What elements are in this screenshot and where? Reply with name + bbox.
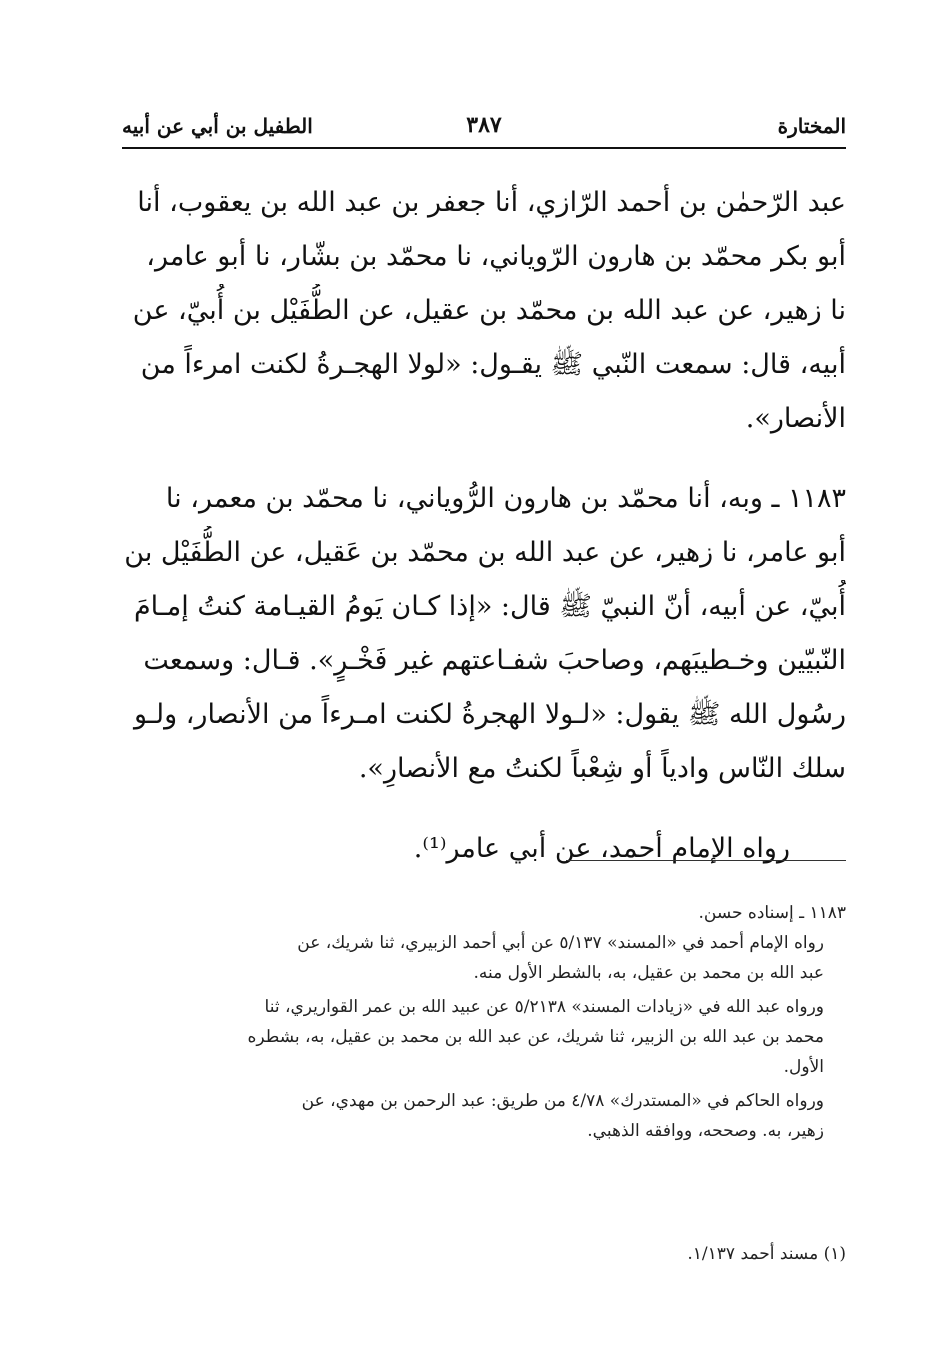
book-title: المختارة bbox=[777, 114, 846, 138]
hadith-1183-line: أبو عامر، نا زهير، عن عبد الله بن محمّد بن عَقيل، عن الطُّفَيْل بن bbox=[124, 537, 846, 568]
main-text bbox=[122, 176, 846, 876]
text-line: الأنصار». bbox=[745, 403, 846, 434]
header-rule bbox=[122, 147, 846, 149]
footnote-rule bbox=[566, 860, 846, 861]
hadith-1183-line: أُبيّ، عن أبيه، أنّ النبيّ ﷺ قال: «إذا كـان يَومُ القيـامة كنتُ إمـامَ bbox=[133, 591, 846, 622]
note-line: ورواه الحاكم في «المستدرك» ٤/٧٨ من طريق: عبد الرحمن بن مهدي، عن bbox=[301, 1091, 824, 1111]
hadith-1183-line: النّبيّين وخـطيبَهم، وصاحبَ شفـاعتهم غير فَخْـرٍ». قـال: وسمعت bbox=[143, 645, 846, 676]
commentary-notes bbox=[122, 898, 846, 1146]
chapter-title: الطفيل بن أبي عن أبيه bbox=[122, 114, 313, 138]
text-line: نا زهير، عن عبد الله بن محمّد بن عقيل، عن الطُّفَيْل بن أُبيّ، عن bbox=[132, 295, 846, 326]
footnote: (١) مسند أحمد ١/١٣٧. bbox=[687, 1244, 846, 1264]
note-heading: ١١٨٣ ـ إسناده حسن. bbox=[698, 903, 846, 923]
paragraph-gap bbox=[122, 796, 846, 822]
text-line: أبو بكر محمّد بن هارون الرّوياني، نا محمّد بن بشّار، نا أبو عامر، bbox=[146, 241, 846, 272]
note-line: ورواه عبد الله في «زيادات المسند» ٥/٢١٣٨ عن عبيد الله بن عمر القواريري، ثنا bbox=[264, 997, 824, 1017]
narration-source: رواه الإمام أحمد، عن أبي عامر⁽¹⁾. bbox=[413, 833, 790, 864]
hadith-1183-line: سلك النّاس وادياً أو شِعْباً لكنتُ مع الأنصارِ». bbox=[358, 753, 846, 784]
running-header bbox=[122, 110, 846, 146]
note-line: الأول. bbox=[783, 1057, 824, 1077]
paragraph-gap bbox=[122, 446, 846, 472]
hadith-1183-line: ١١٨٣ ـ وبه، أنا محمّد بن هارون الرُّوياني، نا محمّد بن معمر، نا bbox=[165, 483, 846, 514]
note-line: عبد الله بن محمد بن عقيل، به، بالشطر الأول منه. bbox=[473, 963, 824, 983]
page-number: ٣٨٧ bbox=[466, 112, 502, 138]
text-line: أبيه، قال: سمعت النّبي ﷺ يقـول: «لولا الهجـرةُ لكنت امرءاً من bbox=[140, 349, 846, 380]
note-line: محمد بن عبد الله بن الزبير، ثنا شريك، عن عبد الله بن محمد بن عقيل، به، بشطره bbox=[247, 1027, 824, 1047]
text-line: عبد الرّحمٰن بن أحمد الرّازي، أنا جعفر بن عبد الله بن يعقوب، أنا bbox=[137, 187, 846, 218]
note-line: زهير، به. وصححه، ووافقه الذهبي. bbox=[587, 1121, 824, 1141]
hadith-1183-line: رسُول الله ﷺ يقول: «لـولا الهجرةُ لكنت امـرءاً من الأنصار، ولـو bbox=[133, 699, 846, 730]
note-line: رواه الإمام أحمد في «المسند» ٥/١٣٧ عن أبي أحمد الزبيري، ثنا شريك، عن bbox=[297, 933, 824, 953]
